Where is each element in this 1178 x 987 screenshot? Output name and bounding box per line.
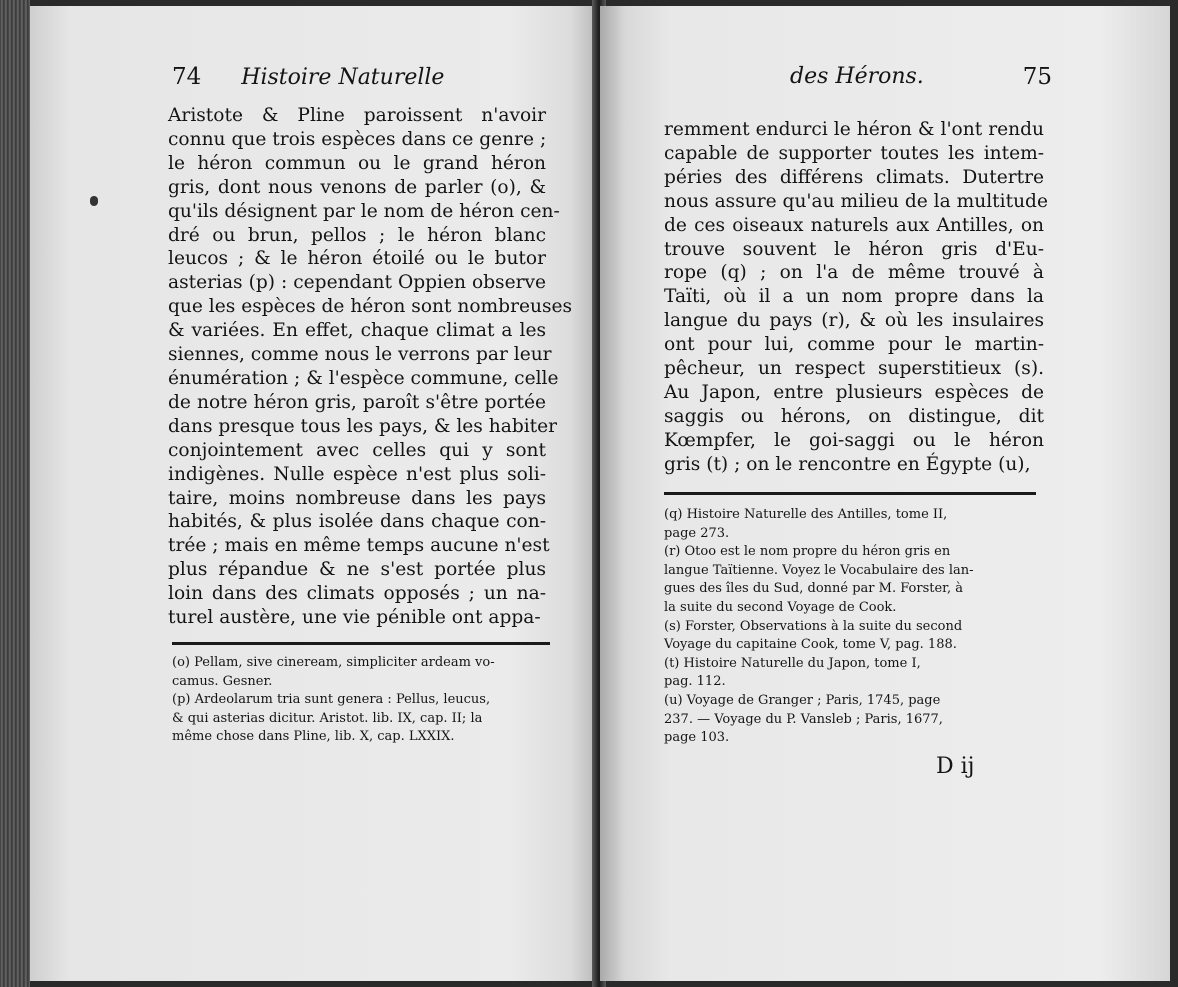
left-running-head [172,64,444,90]
body-line: que les espèces de héron sont nombreuses [168,296,573,318]
body-line: Taïti, où il a un nom propre dans la [664,286,1044,308]
left-body-text [168,104,573,630]
footnote-line: même chose dans Pline, lib. X, cap. LXXIX. [172,729,455,745]
footnote-line: 237. — Voyage du P. Vansleb ; Paris, 1677, [664,711,943,727]
footnote-line: langue Taïtienne. Voyez le Vocabulaire des lan- [664,562,974,578]
ink-spot [90,196,98,206]
footnote-line: page 103. [664,730,730,746]
left-page-number: 74 [172,64,202,90]
body-line: gris (t) ; on le rencontre en Égypte (u), [664,453,1031,475]
body-line: de notre héron gris, paroît s'être portée [168,391,546,413]
body-line: dans presque tous les pays, & les habiter [168,415,558,437]
right-running-head [790,64,1052,89]
footnote-line: (q) Histoire Naturelle des Antilles, tome II, [664,507,948,522]
right-body-text [664,118,1048,477]
body-line: rope (q) ; on l'a de même trouvé à [664,262,1044,284]
footnote-line: camus. Gesner. [172,673,273,689]
footnote-line: & qui asterias dicitur. Aristot. lib. IX, cap. II; la [172,710,483,726]
body-line: asterias (p) : cependant Oppien observe [168,272,546,294]
body-line: nous assure qu'au milieu de la multitude [664,190,1048,212]
body-line: connu que trois espèces dans ce genre ; [168,128,547,150]
footnote-line: (s) Forster, Observations à la suite du second [664,618,963,634]
footnote-line: pag. 112. [664,674,726,690]
body-line: Kœmpfer, le goi-saggi ou le héron [664,429,1044,451]
body-line: de ces oiseaux naturels aux Antilles, on [664,214,1044,236]
body-line: le héron commun ou le grand héron [168,152,546,174]
body-line: dré ou brun, pellos ; le héron blanc [168,224,546,246]
body-line: habités, & plus isolée dans chaque con- [168,511,546,533]
body-line: taire, moins nombreuse dans les pays [168,487,546,509]
right-footnote-rule [664,492,1036,495]
footnote-line: Voyage du capitaine Cook, tome V, pag. 188. [664,637,957,653]
footnote-line: (r) Otoo est le nom propre du héron gris en [664,544,951,560]
body-line: trouve souvent le héron gris d'Eu- [664,238,1044,260]
page-edges [0,0,30,987]
body-line: langue du pays (r), & où les insulaires [664,310,1044,332]
body-line: siennes, comme nous le verrons par leur [168,344,552,366]
body-line: qu'ils désignent par le nom de héron cen- [168,200,560,222]
left-page [30,6,598,981]
body-line: leucos ; & le héron étoilé ou le butor [168,248,546,270]
footnote-line: la suite du second Voyage de Cook. [664,599,897,615]
footnote-line: (t) Histoire Naturelle du Japon, tome I, [664,655,921,671]
body-line: trée ; mais en même temps aucune n'est [168,535,550,557]
body-line: saggis ou hérons, on distingue, dit [664,405,1044,427]
left-footnote-rule [172,642,550,645]
body-line: remment endurci le héron & l'ont rendu [664,119,1044,140]
body-line: capable de supporter toutes les intem- [664,142,1044,164]
right-page [600,6,1170,981]
body-line: turel austère, une vie pénible ont appa- [168,607,541,629]
body-line: péries des différens climats. Dutertre [664,166,1044,188]
body-line: plus répandue & ne s'est portée plus [168,559,546,581]
right-page-number: 75 [1022,64,1052,90]
body-line: pêcheur, un respect superstitieux (s). [664,358,1044,380]
footnote-line: (p) Ardeolarum tria sunt genera : Pellus, leucus, [172,692,491,708]
right-footnotes [664,506,1044,748]
body-line: gris, dont nous venons de parler (o), & [168,176,546,198]
body-line: Aristote & Pline paroissent n'avoir [168,105,546,126]
footnote-line: (o) Pellam, sive cineream, simpliciter ardeam vo- [172,655,495,670]
footnote-line: page 273. [664,525,730,541]
left-head-title: Histoire Naturelle [241,65,445,90]
left-footnotes [172,654,552,747]
body-line: indigènes. Nulle espèce n'est plus soli- [168,463,546,485]
body-line: loin dans des climats opposés ; un na- [168,583,546,605]
signature-mark: D ij [936,754,975,779]
right-head-title: des Hérons. [790,64,924,89]
body-line: énumération ; & l'espèce commune, celle [168,367,559,389]
body-line: Au Japon, entre plusieurs espèces de [664,381,1044,403]
body-line: conjointement avec celles qui y sont [168,439,546,461]
body-line: ont pour lui, comme pour le martin- [664,334,1044,356]
body-line: & variées. En effet, chaque climat a les [168,320,546,342]
footnote-line: (u) Voyage de Granger ; Paris, 1745, page [664,692,941,708]
footnote-line: gues des îles du Sud, donné par M. Forster, à [664,581,963,597]
